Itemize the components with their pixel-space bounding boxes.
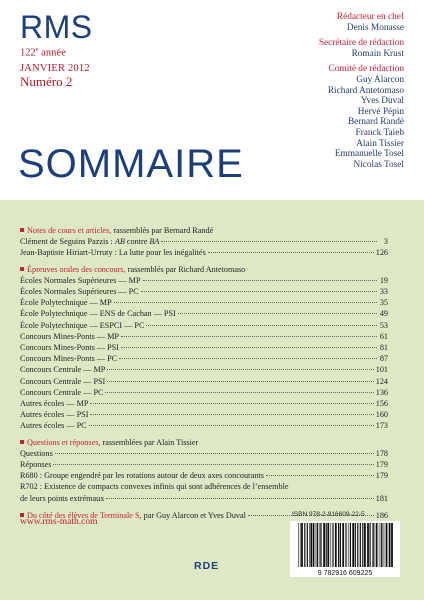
toc-entry[interactable]: École Polytechnique — MP 35 [20, 298, 388, 308]
barcode-bar [321, 523, 322, 567]
barcode-bar [376, 523, 378, 567]
staff-name: Alain Tissier [356, 138, 404, 149]
barcode-digits: 9 782916 609225 [317, 570, 373, 577]
toc-entry[interactable]: R680 : Groupe engendré par les rotations autour de deux axes concourants 179 [20, 471, 388, 481]
masthead [20, 10, 93, 90]
barcode-block [288, 511, 402, 583]
toc-entry[interactable]: Jean-Baptiste Hiriart-Urruty : La lutte pour les inégalités 126 [20, 248, 388, 258]
barcode-bar [301, 523, 303, 567]
barcode-bar [331, 523, 332, 567]
barcode-bar [313, 523, 314, 567]
staff-role: Rédacteur en chef [336, 12, 404, 22]
toc-entry[interactable]: R702 : Existence de compacts convexes infinis qui sont adhérences de l’ensemble [20, 482, 289, 492]
journal-logo: RMS [20, 9, 93, 45]
staff-name: Romain Krust [351, 48, 404, 59]
editorial-staff [319, 12, 404, 170]
bullet-square-icon [20, 267, 24, 271]
barcode-bar [323, 523, 325, 567]
toc-entry[interactable]: École Polytechnique — ESPCI — PC 53 [20, 320, 388, 330]
barcode-bar [316, 523, 317, 567]
website-link[interactable]: www.rms-math.com [20, 517, 98, 527]
toc-entry[interactable]: Concours Mines-Ponts — PSI 81 [20, 343, 388, 353]
barcode-bar [298, 523, 299, 567]
barcode-bar [381, 523, 382, 567]
barcode-bar [309, 523, 310, 567]
staff-name: Yves Duval [360, 96, 404, 107]
toc-entry[interactable]: Réponses 179 [20, 460, 388, 470]
toc-entry[interactable]: Concours Mines-Ponts — MP 61 [20, 331, 388, 341]
staff-name: Nicolas Tosel [353, 159, 404, 170]
barcode-bar [360, 523, 361, 567]
section-heading: Notes de cours et articles, rassemblés par Bernard Randé [20, 225, 388, 236]
barcode-bar [370, 523, 371, 567]
barcode-bar [389, 523, 391, 567]
isbn: ISBN 978-2-916609-22-5 [292, 511, 365, 518]
barcode-bar [350, 523, 351, 567]
toc-entry[interactable]: Autres écoles — PSI 160 [20, 410, 388, 420]
issue-number: Numéro 2 [20, 73, 73, 89]
barcode-bar [386, 523, 388, 567]
toc-entry[interactable]: Concours Centrale — PSI 124 [20, 376, 388, 386]
staff-role: Secrétaire de rédaction [318, 38, 404, 49]
toc-entry[interactable]: Écoles Normales Supérieures — MP 19 [20, 275, 388, 285]
barcode-bar [317, 523, 318, 567]
barcode-bar [362, 523, 363, 567]
section-heading: Épreuves orales des concours, rassemblés par Richard Antetomaso [20, 264, 388, 275]
barcode-bar [345, 523, 346, 567]
barcode-bar [340, 523, 341, 567]
toc-entry[interactable]: Concours Mines-Ponts — PC 87 [20, 354, 388, 364]
barcode-bar [320, 523, 321, 567]
barcode-bar [352, 523, 354, 567]
barcode-bar [348, 523, 349, 567]
staff-name: Emmanuelle Tosel [334, 149, 404, 160]
section-heading-entry[interactable]: Du côté des élèves de Terminale S, par Guy Alarcon et Yves Duval 186 [20, 510, 388, 521]
barcode-bar [326, 523, 327, 567]
barcode-bar [342, 523, 344, 567]
toc-entry-continued[interactable]: de leurs points extrémaux 181 [20, 493, 388, 503]
barcode-bar [391, 523, 393, 567]
staff-name: Richard Antetomaso [327, 85, 404, 96]
page-title: SOMMAIRE [18, 142, 244, 186]
barcode-bar [379, 523, 380, 567]
barcode-bar [367, 523, 369, 567]
bullet-square-icon [20, 440, 24, 444]
bullet-square-icon [20, 228, 24, 232]
table-of-contents [20, 225, 388, 521]
section-heading: Questions et réponses, rassemblées par Alain Tissier [20, 437, 388, 448]
barcode-bar [384, 523, 385, 567]
staff-name: Guy Alarcon [356, 74, 404, 85]
barcode-bar [307, 523, 308, 567]
staff-name: Hervé Pépin [357, 106, 404, 117]
toc-entry[interactable]: Écoles Normales Supérieures — PC 33 [20, 287, 388, 297]
barcode-bar [357, 523, 358, 567]
staff-name: Denis Monasse [346, 22, 404, 33]
toc-entry[interactable]: Concours Centrale — PC 136 [20, 387, 388, 397]
toc-entry[interactable]: Autres écoles — PC 173 [20, 421, 388, 431]
staff-name: Franck Taieb [355, 127, 404, 138]
barcode-bar [310, 523, 312, 567]
toc-entry[interactable]: Concours Centrale — MP 101 [20, 365, 388, 375]
barcode-bar [304, 523, 305, 567]
toc-entry[interactable]: École Polytechnique — ENS de Cachan — PSI 49 [20, 309, 388, 319]
barcode-bar [327, 523, 329, 567]
barcode-bar [332, 523, 333, 567]
issue-month: JANVIER 2012 [20, 62, 90, 74]
volume-year: 122e année [20, 46, 66, 59]
barcode-icon [290, 521, 400, 577]
barcode-bar [315, 523, 316, 567]
toc-entry[interactable]: Autres écoles — MP 156 [20, 399, 388, 409]
barcode-bar [372, 523, 373, 567]
barcode-bar [383, 523, 384, 567]
staff-name: Bernard Randé [347, 117, 404, 128]
barcode-bar [338, 523, 339, 567]
barcode-bar [300, 523, 301, 567]
toc-entry[interactable]: Questions 178 [20, 448, 388, 458]
staff-role: Comité de rédaction [328, 64, 404, 75]
publisher-logo: RDE [194, 560, 220, 572]
barcode-bar [373, 523, 374, 567]
barcode-bar [355, 523, 356, 567]
barcode-bar [335, 523, 337, 567]
toc-entry[interactable]: Clément de Seguins Pazzis : AB contre BA 3 [20, 237, 388, 247]
barcode-bar [364, 523, 366, 567]
